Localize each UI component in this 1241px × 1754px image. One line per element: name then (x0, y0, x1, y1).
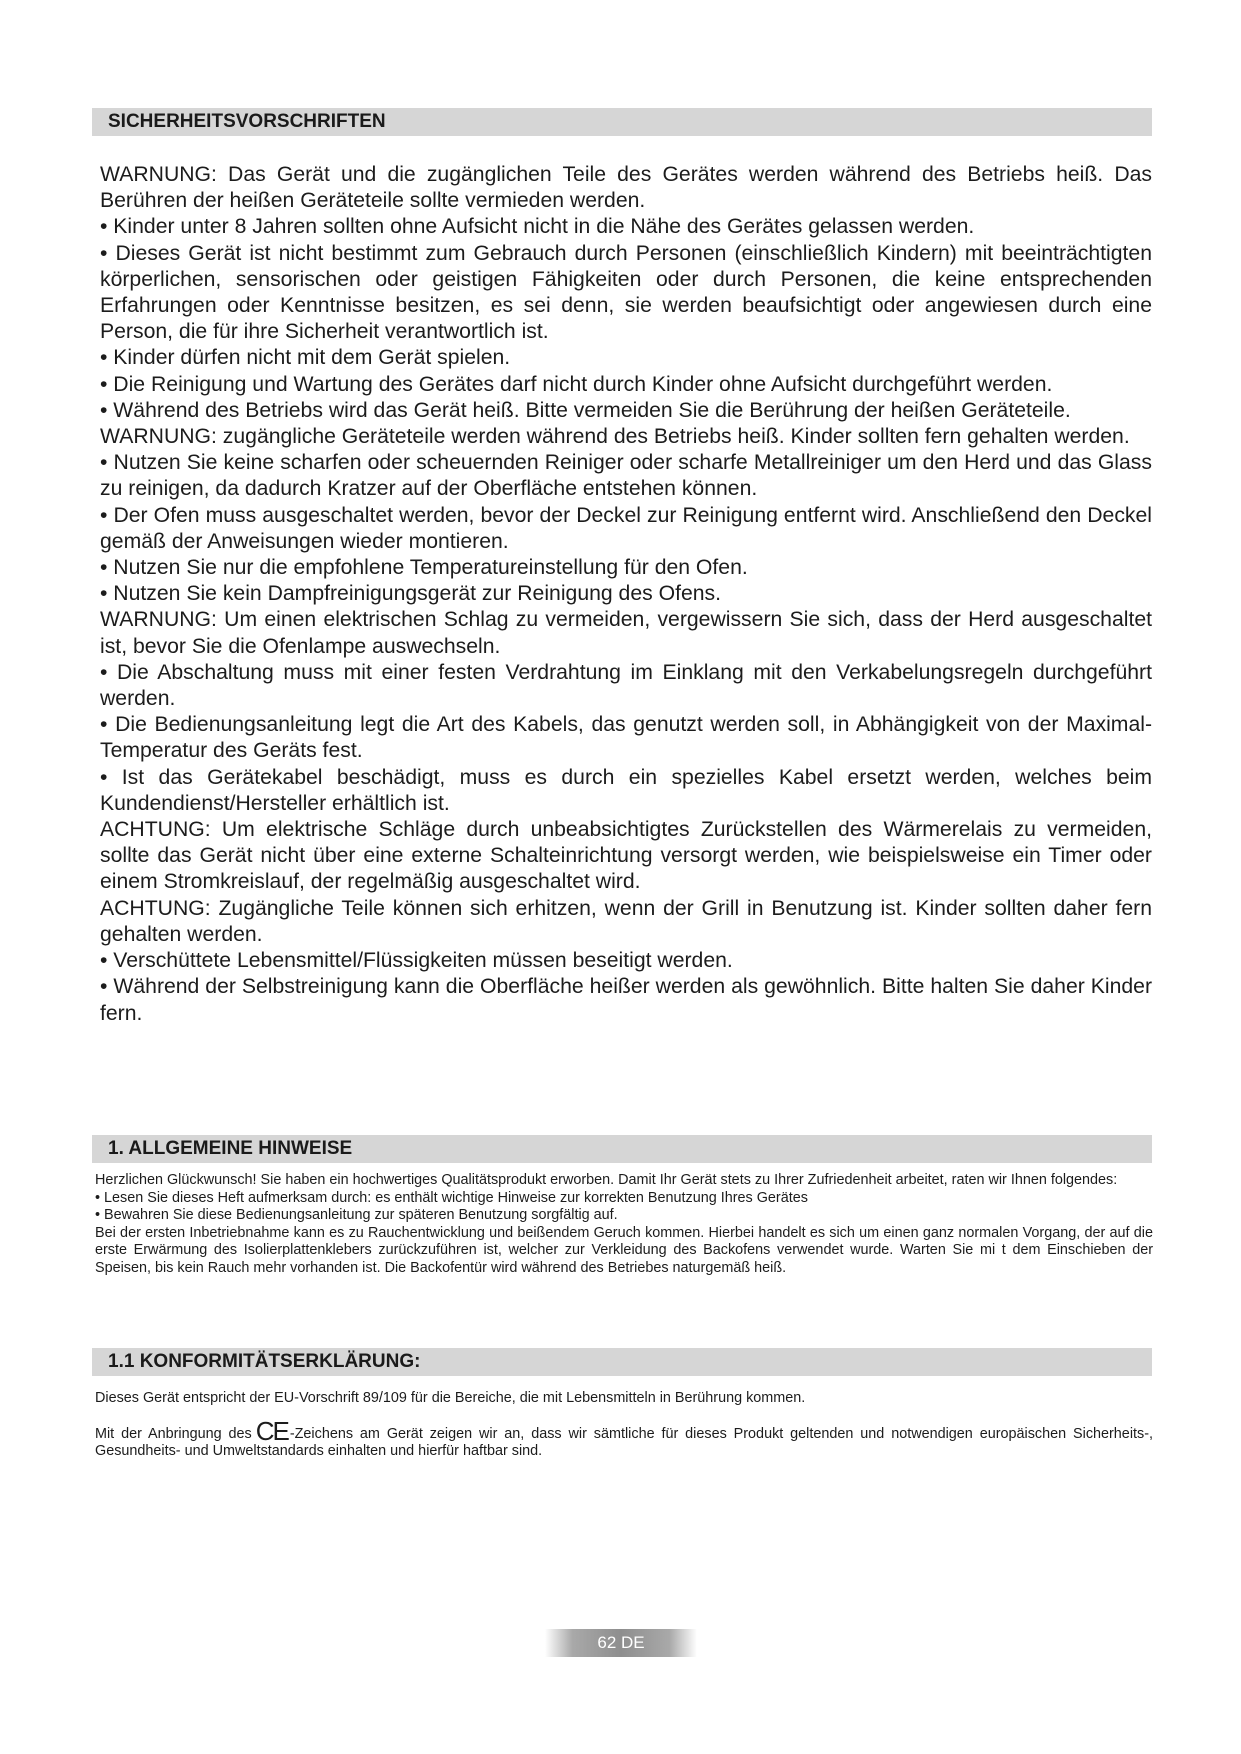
safety-paragraph: WARNUNG: Um einen elektrischen Schlag zu vermeiden, vergewissern Sie sich, dass der Herd ausgeschaltet ist, bevor Sie die Ofenlampe auswechseln. (100, 608, 1152, 658)
safety-paragraph: • Kinder dürfen nicht mit dem Gerät spielen. (100, 346, 511, 370)
general-paragraph: Bei der ersten Inbetriebnahme kann es zu Rauchentwicklung und beißendem Geruch kommen. Hierbei handelt es sich um einen ganz normalen Vorgang, der auf die erste Erwärmung des Isolierplattenklebers zurückzuführen ist, welcher zur Verkleidung des Backofens verwendet wurde. Warten Sie mi t dem Einschieben der Speisen, bis kein Rauch mehr vorhanden ist. Die Backofentür wird während des Betriebes naturgemäß heiß. (95, 1224, 1153, 1276)
conformity-text-before-ce: Mit der Anbringung des (95, 1425, 252, 1442)
conformity-section-title: 1.1 KONFORMITÄTSERKLÄRUNG: (108, 1351, 421, 1372)
safety-paragraph: • Während des Betriebs wird das Gerät heiß. Bitte vermeiden Sie die Berührung der heißen Geräteteile. (100, 398, 1071, 422)
safety-paragraph: WARNUNG: zugängliche Geräteteile werden während des Betriebs heiß. Kinder sollten fern gehalten werden. (100, 425, 1130, 449)
general-text-block (95, 1172, 1153, 1278)
conformity-paragraph (95, 1415, 1153, 1461)
safety-paragraph: • Verschüttete Lebensmittel/Flüssigkeiten müssen beseitigt werden. (100, 949, 733, 973)
page-number-badge (545, 1629, 697, 1657)
conformity-text-after-ce: -Zeichens am Gerät zeigen wir an, dass wir sämtliche für dieses Produkt geltenden und notwendigen europäischen Sicherheits-, Gesundheits- und Umweltstandards einhalten und hierfür haftbar sind. (95, 1425, 1153, 1460)
general-paragraph: Herzlichen Glückwunsch! Sie haben ein hochwertiges Qualitätsprodukt erworben. Damit Ihr Gerät stets zu Ihrer Zufriedenheit arbeitet, raten wir Ihnen folgendes: (95, 1172, 1118, 1188)
safety-paragraph: • Die Reinigung und Wartung des Gerätes darf nicht durch Kinder ohne Aufsicht durchgeführt werden. (100, 372, 1053, 396)
safety-paragraph: • Nutzen Sie keine scharfen oder scheuernden Reiniger oder scharfe Metallreiniger um den Herd und das Glass zu reinigen, da dadurch Kratzer auf der Oberfläche entstehen können. (100, 451, 1152, 501)
safety-section-header (92, 108, 1152, 136)
general-paragraph: • Bewahren Sie diese Bedienungsanleitung zur späteren Benutzung sorgfältig auf. (95, 1207, 618, 1224)
conformity-section-header (92, 1348, 1152, 1376)
safety-paragraph: • Nutzen Sie nur die empfohlene Temperatureinstellung für den Ofen. (100, 556, 748, 580)
safety-paragraph: • Die Bedienungsanleitung legt die Art des Kabels, das genutzt werden soll, in Abhängigkeit von der Maximal-Temperatur des Geräts fest. (100, 713, 1152, 763)
ce-mark-icon: CE (255, 1415, 288, 1446)
safety-paragraph: ACHTUNG: Zugängliche Teile können sich erhitzen, wenn der Grill in Benutzung ist. Kinder sollten daher fern gehalten werden. (100, 896, 1152, 946)
general-paragraph: • Lesen Sie dieses Heft aufmerksam durch: es enthält wichtige Hinweise zur korrekten Benutzung Ihres Gerätes (95, 1189, 808, 1206)
safety-paragraph: WARNUNG: Das Gerät und die zugänglichen Teile des Gerätes werden während des Betriebs heiß. Das Berühren der heißen Geräteteile sollte vermieden werden. (100, 163, 1152, 213)
safety-paragraph: • Dieses Gerät ist nicht bestimmt zum Gebrauch durch Personen (einschließlich Kindern) mit beeinträchtigten körperlichen, sensorischen oder geistigen Fähigkeiten oder durch Personen, die keine entsprechenden Erfahrungen oder Kenntnisse besitzen, es sei denn, sie werden beaufsichtigt oder angewiesen durch eine Person, die für ihre Sicherheit verantwortlich ist. (100, 241, 1152, 344)
safety-paragraph: ACHTUNG: Um elektrische Schläge durch unbeabsichtigtes Zurückstellen des Wärmerelais zu vermeiden, sollte das Gerät nicht über eine externe Schalteinrichtung versorgt werden, wie beispielsweise ein Timer oder einem Stromkreislauf, der regelmäßig ausgeschaltet wird. (100, 818, 1152, 894)
safety-paragraph: • Während der Selbstreinigung kann die Oberfläche heißer werden als gewöhnlich. Bitte halten Sie daher Kinder fern. (100, 975, 1152, 1025)
safety-paragraph: • Die Abschaltung muss mit einer festen Verdrahtung im Einklang mit den Verkabelungsregeln durchgeführt werden. (100, 660, 1152, 711)
safety-paragraph: • Nutzen Sie kein Dampfreinigungsgerät zur Reinigung des Ofens. (100, 582, 722, 606)
conformity-paragraph: Dieses Gerät entspricht der EU-Vorschrift 89/109 für die Bereiche, die mit Lebensmitteln in Berührung kommen. (95, 1390, 806, 1406)
general-section-title: 1. ALLGEMEINE HINWEISE (108, 1138, 353, 1159)
safety-paragraph: • Der Ofen muss ausgeschaltet werden, bevor der Deckel zur Reinigung entfernt wird. Anschließend den Deckel gemäß der Anweisungen wieder montieren. (100, 503, 1152, 553)
safety-text-block (100, 162, 1152, 1027)
safety-paragraph: • Kinder unter 8 Jahren sollten ohne Aufsicht nicht in die Nähe des Gerätes gelassen werden. (100, 215, 975, 239)
conformity-text-block (95, 1390, 1153, 1461)
paragraph-spacer (95, 1408, 1153, 1424)
general-section-header (92, 1135, 1152, 1163)
safety-paragraph: • Ist das Gerätekabel beschädigt, muss es durch ein spezielles Kabel ersetzt werden, welches beim Kundendienst/Hersteller erhältlich ist. (100, 765, 1152, 815)
safety-section-title: SICHERHEITSVORSCHRIFTEN (108, 111, 386, 132)
page-number: 62 DE (597, 1633, 645, 1652)
